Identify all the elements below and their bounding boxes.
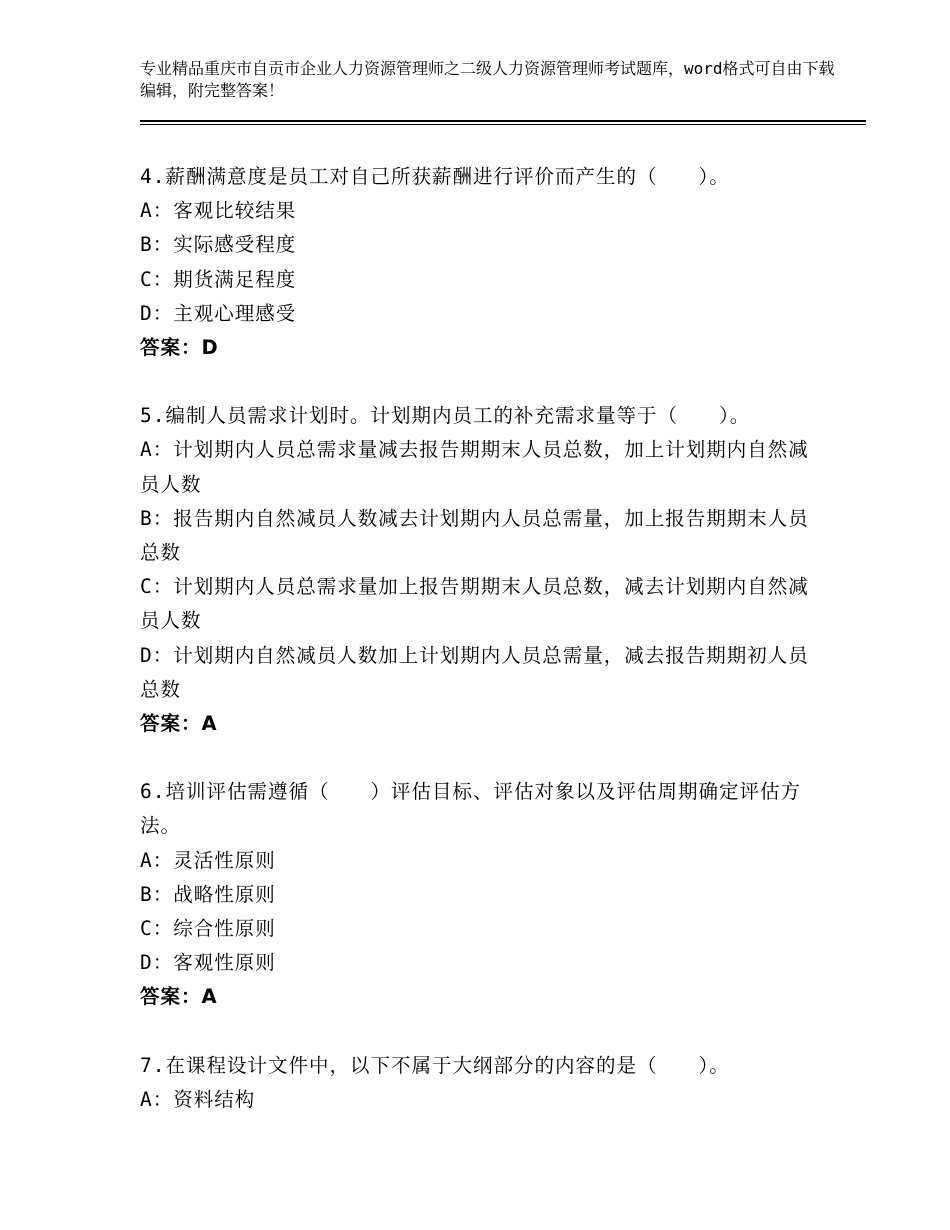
option-c: C：计划期内人员总需求量加上报告期期末人员总数，减去计划期内自然减员人数 bbox=[140, 575, 809, 633]
question-6 bbox=[140, 775, 810, 1014]
question-4 bbox=[140, 160, 810, 365]
option-b: B：报告期内自然减员人数减去计划期内人员总需量，加上报告期期末人员总数 bbox=[140, 506, 809, 565]
question-stem: 7.在课程设计文件中，以下不属于大纲部分的内容的是（ ）。 bbox=[140, 1053, 730, 1077]
option-d: D：计划期内自然减员人数加上计划期内人员总需量，减去报告期期初人员总数 bbox=[140, 643, 809, 701]
question-stem: 5.编制人员需求计划时。计划期内员工的补充需求量等于（ ）。 bbox=[140, 404, 751, 428]
question-7 bbox=[140, 1049, 810, 1117]
answer: 答案：A bbox=[140, 985, 218, 1009]
header-divider bbox=[140, 120, 866, 125]
option-a: A：资料结构 bbox=[140, 1087, 256, 1111]
option-c: C：期货满足程度 bbox=[140, 267, 297, 291]
document-header: 专业精品重庆市自贡市企业人力资源管理师之二级人力资源管理师考试题库，word格式可自由下载编辑，附完整答案！ bbox=[140, 59, 835, 100]
option-c: C：综合性原则 bbox=[140, 917, 276, 941]
option-d: D：主观心理感受 bbox=[140, 301, 297, 325]
question-5 bbox=[140, 399, 810, 741]
option-b: B：实际感受程度 bbox=[140, 233, 297, 257]
question-stem: 6.培训评估需遵循（ ）评估目标、评估对象以及评估周期确定评估方法。 bbox=[140, 780, 801, 838]
option-a: A：客观比较结果 bbox=[140, 199, 297, 223]
option-b: B：战略性原则 bbox=[140, 882, 276, 906]
answer: 答案：A bbox=[140, 712, 218, 736]
answer: 答案：D bbox=[140, 336, 219, 360]
question-stem: 4.薪酬满意度是员工对自己所获薪酬进行评价而产生的（ ）。 bbox=[140, 165, 730, 188]
option-a: A：灵活性原则 bbox=[140, 848, 276, 872]
option-a: A：计划期内人员总需求量减去报告期期末人员总数，加上计划期内自然减员人数 bbox=[140, 438, 809, 496]
option-d: D：客观性原则 bbox=[140, 951, 276, 975]
question-list bbox=[140, 160, 810, 1151]
